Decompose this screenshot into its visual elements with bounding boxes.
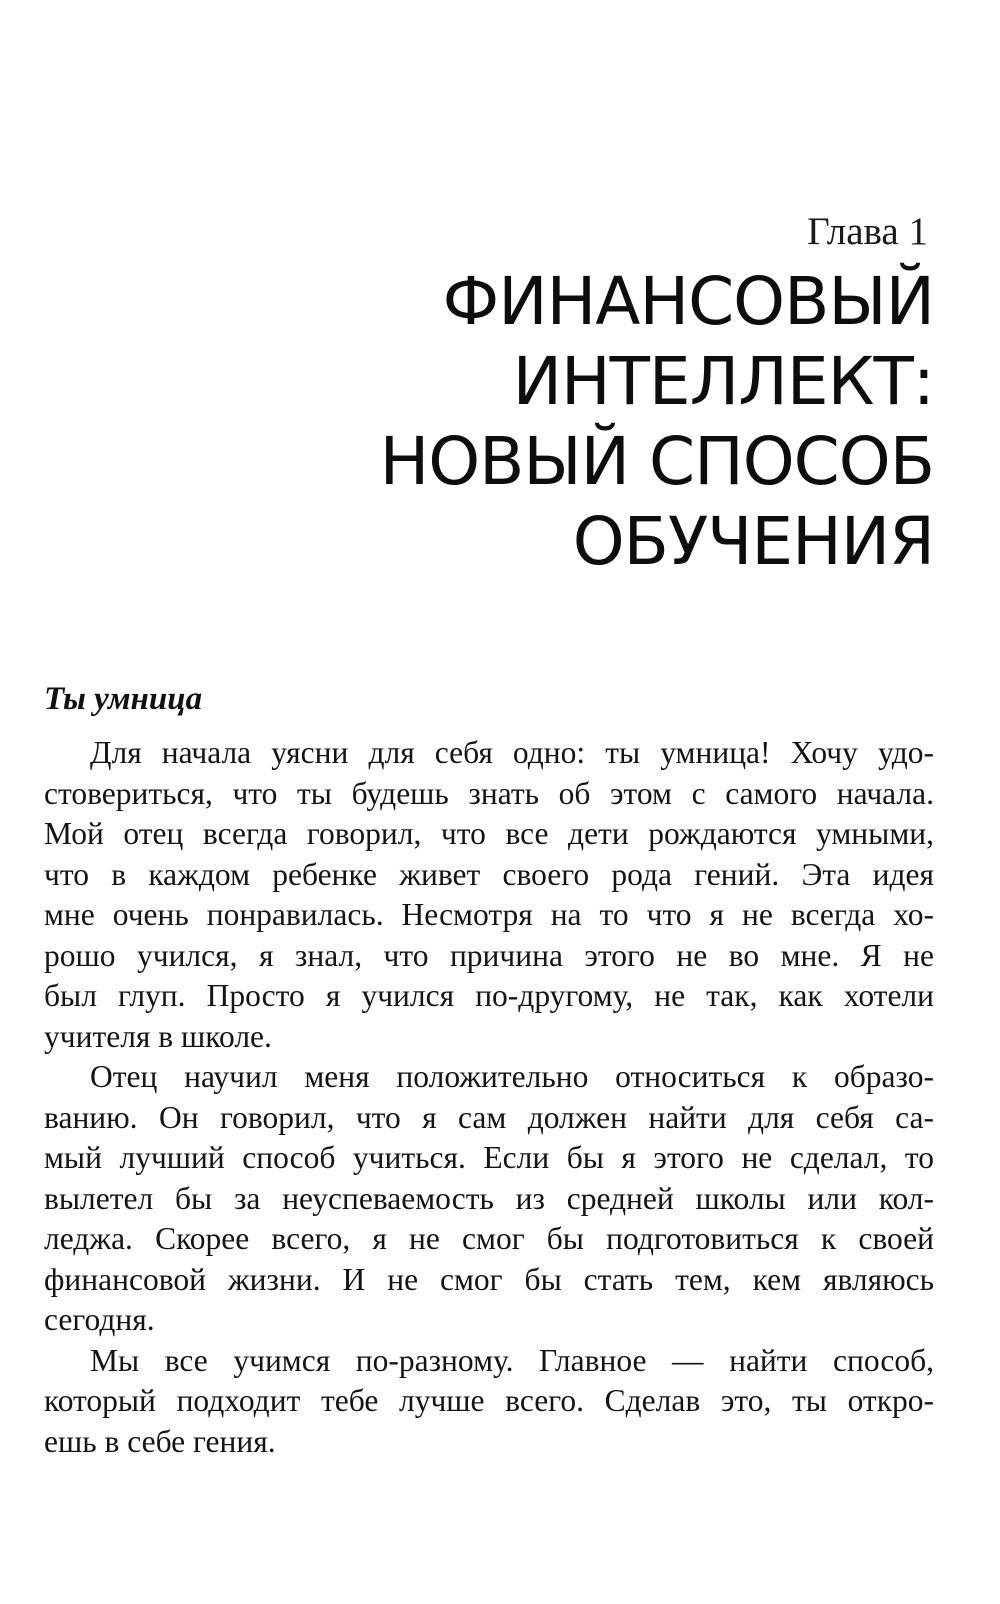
text-line: который подходит тебе лучше всего. Сделав это, ты откро- [44, 1383, 934, 1418]
text-line: мне очень понравилась. Несмотря на то что я не всегда хо- [44, 897, 934, 932]
body-text [44, 733, 934, 1462]
chapter-title-line: НОВЫЙ СПОСОБ [379, 423, 934, 500]
text-line: что в каждом ребенке живет своего рода гений. Эта идея [44, 856, 934, 892]
text-line: Отец научил меня положительно относиться к образо- [90, 1059, 934, 1094]
chapter-title-line: ФИНАНСОВЫЙ [442, 263, 934, 340]
text-line: финансовой жизни. И не смог бы стать тем, кем являюсь [44, 1261, 934, 1297]
paragraph-1 [44, 733, 934, 1057]
text-line: рошо учился, я знал, что причина этого не во мне. Я не [44, 937, 934, 973]
text-line: стовериться, что ты будешь знать об этом с самого начала. [44, 775, 934, 811]
text-line: Мы все учимся по-разному. Главное — найти способ, [90, 1342, 934, 1378]
chapter-label: Глава 1 [807, 210, 928, 253]
text-line: мый лучший способ учиться. Если бы я этого не сделал, то [44, 1140, 934, 1175]
paragraph-3 [44, 1341, 934, 1463]
text-line: ванию. Он говорил, что я сам должен найти для себя са- [44, 1099, 934, 1135]
text-line: учителя в школе. [44, 1018, 272, 1054]
chapter-title-line: ОБУЧЕНИЯ [572, 503, 934, 580]
text-line: леджа. Скорее всего, я не смог бы подготовиться к своей [44, 1221, 934, 1256]
text-line: Мой отец всегда говорил, что все дети рождаются умными, [44, 816, 934, 851]
text-line: вылетел бы за неуспеваемость из средней школы или кол- [44, 1180, 934, 1216]
text-line: сегодня. [44, 1302, 155, 1337]
chapter-title-line: ИНТЕЛЛЕКТ: [512, 343, 934, 420]
text-line: был глуп. Просто я учился по-другому, не так, как хотели [44, 978, 934, 1013]
text-line: ешь в себе гения. [44, 1423, 276, 1459]
paragraph-2 [44, 1057, 934, 1341]
section-heading: Ты умница [44, 681, 203, 717]
text-line: Для начала уясни для себя одно: ты умница! Хочу удо- [90, 735, 934, 770]
chapter-title [214, 262, 934, 582]
